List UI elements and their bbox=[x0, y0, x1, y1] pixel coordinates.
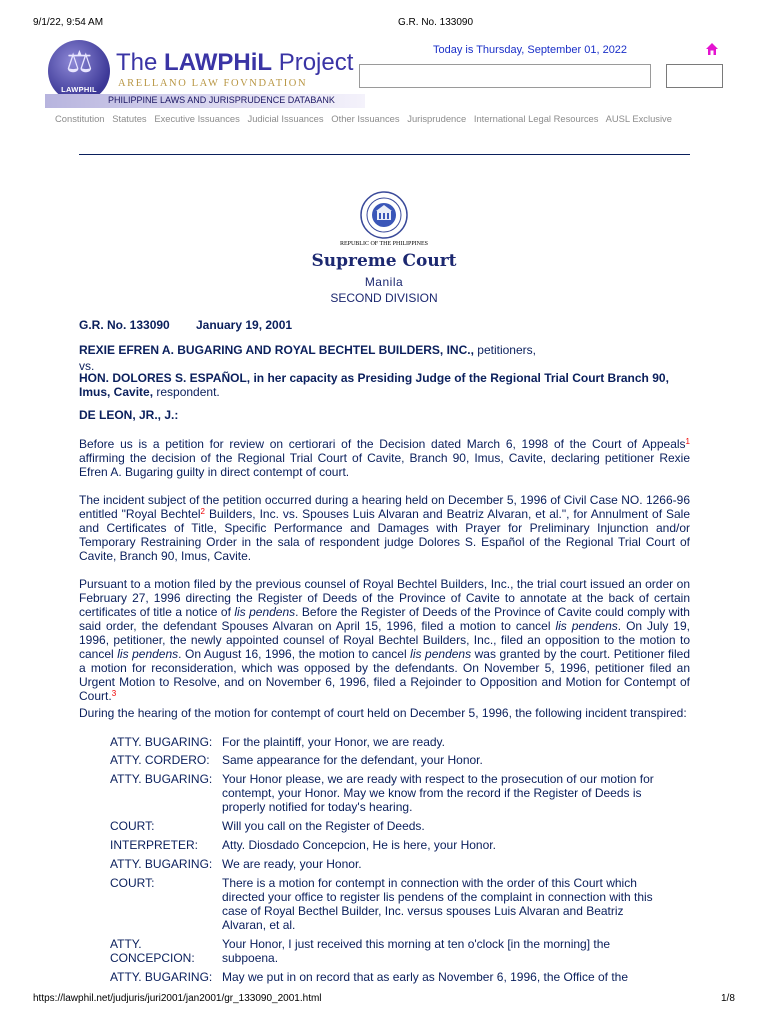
divider bbox=[79, 154, 690, 155]
main-nav bbox=[55, 113, 677, 124]
paragraph-4: During the hearing of the motion for contempt of court held on December 5, 1996, the following incident transpired: bbox=[79, 706, 687, 720]
nav-other-issuances[interactable]: Other Issuances bbox=[331, 113, 400, 124]
respondent-block bbox=[79, 371, 690, 399]
supreme-court-seal-icon bbox=[360, 191, 408, 239]
print-url: https://lawphil.net/judjuris/juri2001/jan2001/gr_133090_2001.html bbox=[33, 993, 322, 1004]
transcript-speaker: ATTY. BUGARING: bbox=[110, 970, 213, 984]
print-page-number: 1/8 bbox=[721, 993, 735, 1004]
footnote-1-link[interactable]: 1 bbox=[685, 437, 690, 446]
case-number: G.R. No. 133090 bbox=[79, 318, 170, 332]
case-date: January 19, 2001 bbox=[196, 318, 293, 332]
nav-judicial-issuances[interactable]: Judicial Issuances bbox=[247, 113, 324, 124]
transcript-line: We are ready, your Honor. bbox=[222, 857, 362, 871]
paragraph-3: Pursuant to a motion filed by the previous counsel of Royal Bechtel Builders, Inc., the trial court issued an order on February 27, 1996 directing the Register of Deeds of the Province of Cavite to annotate at the back of certain certificates of title a notice of lis pendens. Before the Register of Deeds of the Province of Cavite could comply with said order, the defendant Spouses Alvaran on April 15, 1996, filed a motion to cancel lis pendens. On July 19, 1996, petitioner, the newly appointed counsel of Royal Bechtel Builders, Inc., filed an opposition to the motion to cancel lis pendens. On August 16, 1996, the motion to cancel lis pendens was granted by the court. Petitioner filed a motion for reconsideration, which was opposed by the defendants. On November 5, 1996, petitioner filed an Urgent Motion to Resolve, and on November 6, 1996, filed a Rejoinder to Opposition and Motion for Contempt of Court.$^3$ bbox=[79, 577, 690, 703]
transcript-line: Atty. Diosdado Concepcion, He is here, your Honor. bbox=[222, 838, 496, 852]
transcript-speaker: ATTY. BUGARING: bbox=[110, 735, 213, 749]
transcript-speaker: INTERPRETER: bbox=[110, 838, 199, 852]
nav-ausl-exclusive[interactable]: AUSL Exclusive bbox=[605, 113, 672, 124]
seal-label: LAWPHIL bbox=[61, 85, 97, 94]
today-date: Today is Thursday, September 01, 2022 bbox=[433, 44, 628, 56]
paragraph-2: The incident subject of the petition occurred during a hearing held on December 5, 1996 of Civil Case NO. 1266-96 entitled "Royal Bechtel$^2$ Builders, Inc. vs. Spouses Luis Alvaran and Beatriz Alvaran, et al.", for Annulment of Sale and Certificates of Title, Specific Performance and Damages with Prayer for Preliminary Injunction and/or Temporary Restraining Order in the sala of respondent judge Dolores S. Español of the Regional Trial Court of Cavite, Branch 90, Imus, Cavite. bbox=[79, 493, 690, 563]
site-logo[interactable] bbox=[45, 38, 355, 112]
transcript-line: For the plaintiff, your Honor, we are ready. bbox=[222, 735, 446, 749]
scales-icon: ⚖ bbox=[66, 46, 93, 79]
nav-constitution[interactable]: Constitution bbox=[55, 113, 105, 124]
transcript-line: May we put in on record that as early as November 6, 1996, the Office of the bbox=[222, 970, 628, 984]
court-division: SECOND DIVISION bbox=[330, 291, 438, 305]
republic-caption: REPUBLIC OF THE PHILIPPINES bbox=[339, 241, 429, 247]
print-datetime: 9/1/22, 9:54 AM bbox=[33, 17, 104, 28]
nav-international-legal-resources[interactable]: International Legal Resources bbox=[473, 113, 599, 124]
ponente: DE LEON, JR., J.: bbox=[79, 408, 179, 422]
petitioners-name: REXIE EFREN A. BUGARING AND ROYAL BECHTEL BUILDERS, INC., bbox=[79, 343, 474, 357]
transcript-line: Same appearance for the defendant, your Honor. bbox=[222, 753, 483, 767]
transcript-speaker: COURT: bbox=[110, 876, 155, 890]
transcript-line: Your Honor please, we are ready with respect to the prosecution of our motion for contempt, your Honor. May we know from the record if the Register of Deeds is properly notified for today's hearing. bbox=[222, 772, 654, 814]
site-subtitle: ARELLANO LAW FOVNDATION bbox=[118, 78, 308, 89]
court-city: Manila bbox=[364, 275, 404, 289]
respondent-role: respondent. bbox=[153, 385, 220, 399]
lawphil-seal bbox=[48, 40, 110, 102]
search-input[interactable] bbox=[359, 64, 651, 88]
respondent-name: HON. DOLORES S. ESPAÑOL, in her capacity as Presiding Judge of the Regional Trial Court Branch 90, Imus, Cavite, bbox=[79, 371, 669, 399]
transcript-line: There is a motion for contempt in connection with the order of this Court which directed your office to register lis pendens of the complaint in connection with this case of Royal Becthel Builder, Inc. versus spouses Luis Alvaran and Beatriz Alvaran, et al. bbox=[222, 876, 653, 932]
site-tagline: PHILIPPINE LAWS AND JURISPRUDENCE DATABANK bbox=[108, 95, 335, 105]
tagline-band bbox=[45, 94, 365, 108]
footnote-3-link[interactable]: 3 bbox=[111, 689, 117, 698]
transcript-speaker: COURT: bbox=[110, 819, 155, 833]
home-icon[interactable] bbox=[705, 42, 719, 56]
nav-executive-issuances[interactable]: Executive Issuances bbox=[154, 113, 240, 124]
transcript-line: Your Honor, I just received this morning at ten o'clock [in the morning] the subpoena. bbox=[222, 937, 611, 965]
print-doc-title: G.R. No. 133090 bbox=[398, 17, 474, 28]
search-button[interactable] bbox=[666, 64, 723, 88]
site-title: The LAWPHiL Project bbox=[116, 49, 354, 76]
footnote-2-link[interactable]: 2 bbox=[200, 507, 205, 516]
transcript-speaker: ATTY. BUGARING: bbox=[110, 857, 213, 871]
case-parties bbox=[79, 343, 690, 357]
nav-jurisprudence[interactable]: Jurisprudence bbox=[407, 113, 467, 124]
transcript-speaker: ATTY. CORDERO: bbox=[110, 753, 210, 767]
versus: vs. bbox=[79, 359, 95, 373]
transcript-speaker: ATTY. CONCEPCION: bbox=[110, 937, 195, 965]
paragraph-1: Before us is a petition for review on certiorari of the Decision dated March 6, 1998 of the Court of Appeals$^1$ affirming the decision of the Regional Trial Court of Cavite, Branch 90, Imus, Cavite, declaring petitioner Rexie Efren A. Bugaring guilty in direct contempt of court. bbox=[79, 437, 690, 479]
transcript-line: Will you call on the Register of Deeds. bbox=[222, 819, 425, 833]
petitioners-role: petitioners, bbox=[473, 343, 536, 357]
court-name: Supreme Court bbox=[311, 251, 457, 271]
transcript-speaker: ATTY. BUGARING: bbox=[110, 772, 213, 786]
nav-statutes[interactable]: Statutes bbox=[112, 113, 147, 124]
